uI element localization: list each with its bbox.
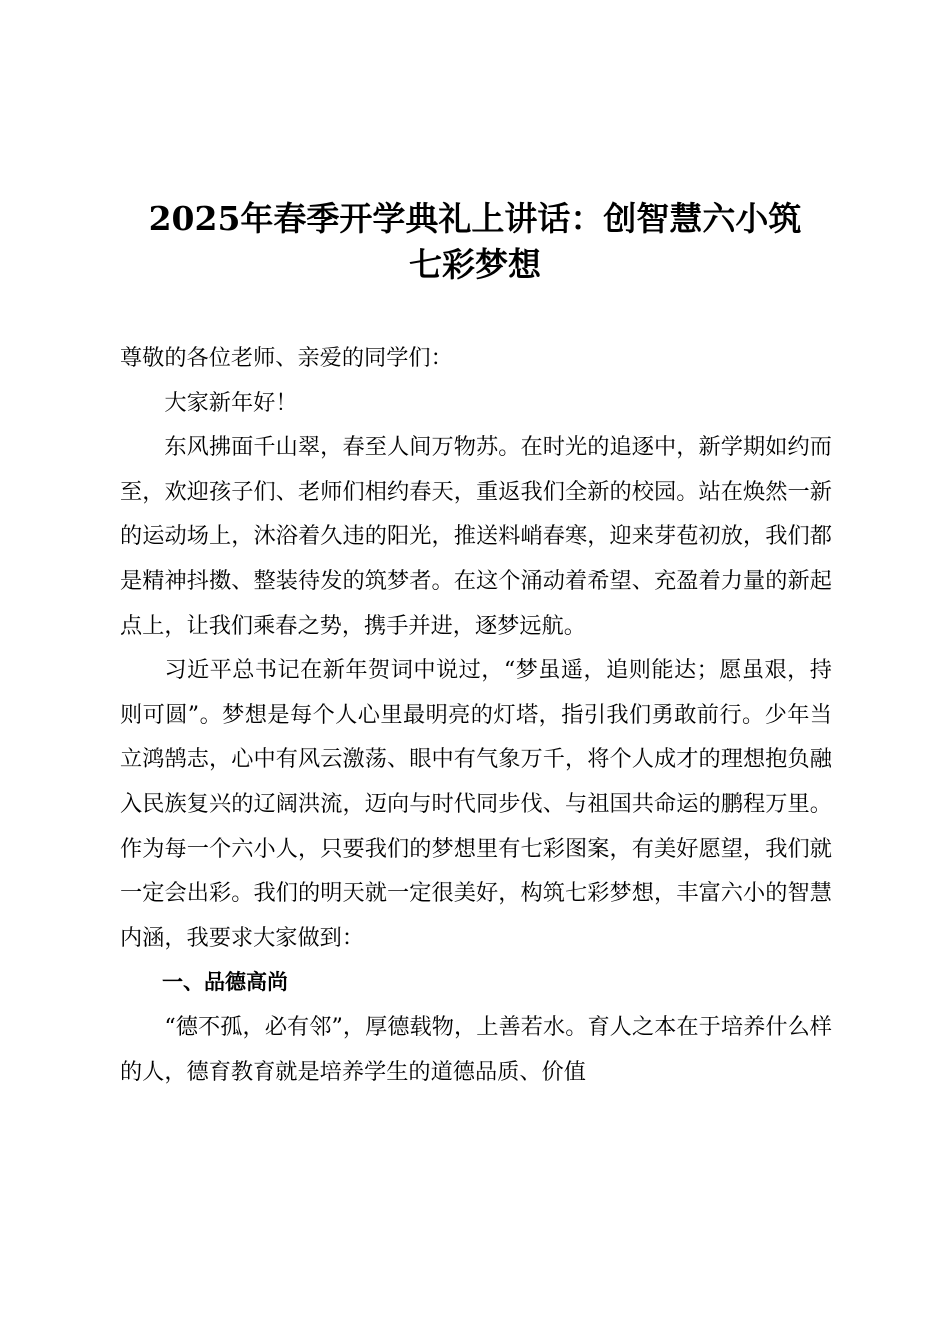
- paragraph-2: 习近平总书记在新年贺词中说过，“梦虽遥，追则能达；愿虽艰，持则可圆”。梦想是每个人心里最明亮的灯塔，指引我们勇敢前行。少年当立鸿鹄志，心中有风云激荡、眼中有气象万千，将个人成才的理想抱负融入民族复兴的辽阔洪流，迈向与时代同步伐、与祖国共命运的鹏程万里。作为每一个六小人，只要我们的梦想里有七彩图案，有美好愿望，我们就一定会出彩。我们的明天就一定很美好，构筑七彩梦想，丰富六小的智慧内涵，我要求大家做到：: [120, 657, 832, 951]
- greeting: 大家新年好！: [164, 389, 298, 416]
- paragraph-1: 东风拂面千山翠，春至人间万物苏。在时光的追逐中，新学期如约而至，欢迎孩子们、老师们相约春天，重返我们全新的校园。站在焕然一新的运动场上，沐浴着久违的阳光，推送料峭春寒，迎来芽苞初放，我们都是精神抖擞、整装待发的筑梦者。在这个涌动着希望、充盈着力量的新起点上，让我们乘春之势，携手并进，逐梦远航。: [120, 434, 832, 639]
- title-line-1: 2025年春季开学典礼上讲话：创智慧六小筑: [148, 199, 802, 238]
- document-body: [120, 336, 832, 1094]
- section-heading-1: 一、品德高尚: [162, 970, 288, 995]
- salutation: 尊敬的各位老师、亲爱的同学们：: [120, 345, 453, 371]
- document-title: [100, 196, 850, 288]
- section-1-paragraph: “德不孤，必有邻”，厚德载物，上善若水。育人之本在于培养什么样的人，德育教育就是培养学生的道德品质、价值: [120, 1013, 832, 1085]
- title-line-2: 七彩梦想: [409, 245, 541, 284]
